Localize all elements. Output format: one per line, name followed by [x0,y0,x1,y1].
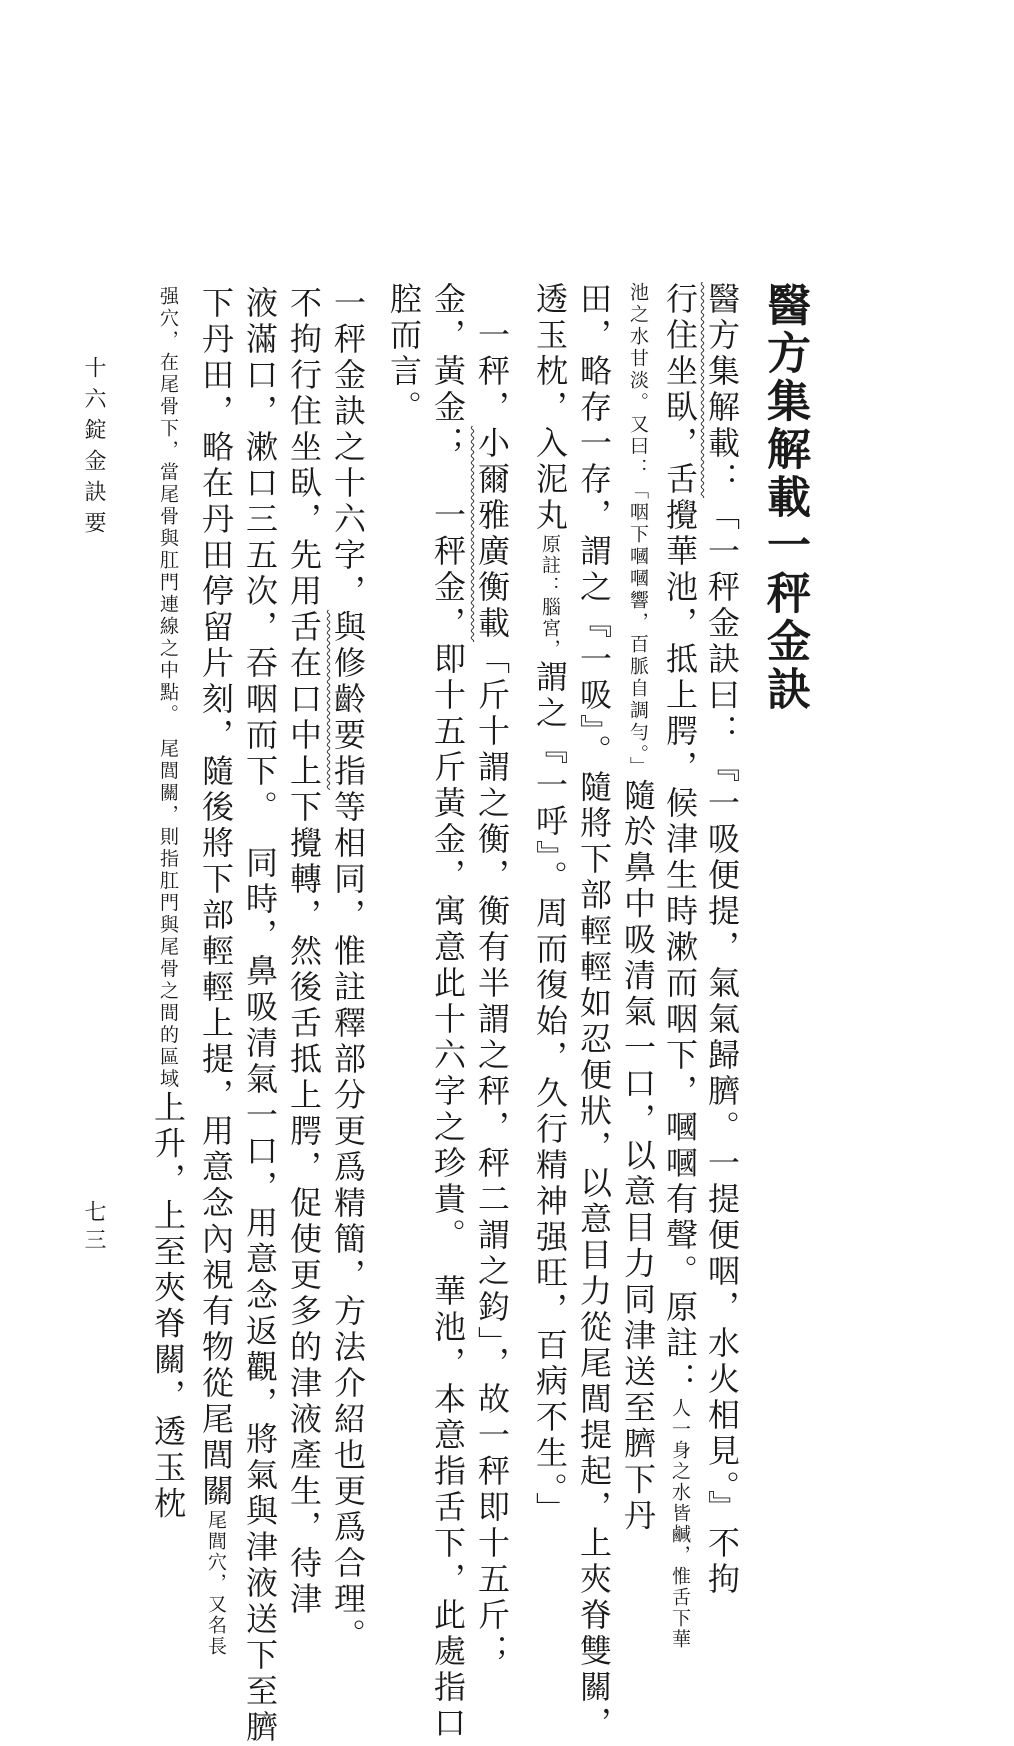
column-text: 「一秤金訣曰：『一吸便提，氣氣歸臍。一提便咽，水火相見。』不拘 [703,498,741,1598]
text-column-7 [429,282,467,1742]
column-text: 透玉枕，入泥丸 [531,282,569,534]
original-note: 原註：腦宮， [539,534,561,660]
column-text: 「斤十謂之衡，衡有半謂之秤，秤二謂之鈞」，故一秤即十五斤； [473,642,511,1670]
column-text: 隨於鼻中吸清氣一口，以意目力同津送至臍下丹 [619,778,657,1535]
column-text: 不拘行住坐臥，先用舌在口中上下攪轉，然後舌抵上腭，促使更多的津液產生，待津 [285,286,323,1618]
column-text: 田，略存一存，謂之『一吸』。隨將下部輕輕如忍便狀，以意目力從尾閭提起，上夾脊雙關， [575,282,613,1742]
annotation-note: 强穴，在尾骨下，當尾骨與肛門連線之中點。 尾閭關，則指肛門與尾骨之間的區域 [157,286,179,1091]
column-text: 下丹田，略在丹田停留片刻，隨後將下部輕輕上提，用意念內視有物從尾閭關 [197,286,235,1510]
text-column-12 [197,286,235,1657]
text-column-1 [703,282,741,1598]
text-column-9 [329,286,367,1654]
book-title-reference: 與修齡要指 [329,610,367,790]
column-text: 一秤， [473,318,511,426]
text-column-5 [531,282,569,1528]
book-title-reference: 小爾雅廣衡載 [473,426,511,642]
column-text: 等相同，惟註釋部分更爲精簡，方法介紹也更爲合理。 [329,790,367,1654]
text-column-6 [473,318,511,1670]
annotation-note: 尾閭穴，又名長 [205,1510,227,1657]
column-text: 行住坐臥，舌攪華池，抵上腭，候津生時漱而咽下，嘓嘓有聲。原註： [661,282,699,1398]
page-number: 七三 [81,1200,106,1256]
original-note: 人一身之水皆鹹，惟舌下華 [669,1398,691,1650]
page-title: 醫方集解載一秤金訣 [759,282,810,714]
text-column-13 [149,286,187,1523]
text-column-10 [285,286,323,1618]
text-column-2 [661,282,699,1650]
column-text: 謂之『一呼』。周而復始，久行精神强旺，百病不生。」 [531,660,569,1528]
running-head: 十六錠金訣要 [81,356,106,542]
column-text: 一秤金訣之十六字， [329,286,367,610]
original-note: 池之水甘淡。又曰：「咽下嘓嘓響，百脈自調勻。」 [627,282,649,779]
column-text: 液滿口，漱口三五次，吞咽而下。 同時，鼻吸清氣一口，用意念返觀，將氣與津液送下至臍 [241,286,279,1746]
text-column-3 [619,282,657,1535]
text-column-8 [385,282,423,426]
column-text: 金，黃金； 一秤金，即十五斤黃金，寓意此十六字之珍貴。 華池，本意指舌下，此處指口 [429,282,467,1742]
column-text: 上升，上至夾脊關，透玉枕 [149,1090,187,1523]
column-text: 腔而言。 [385,282,423,426]
text-column-11 [241,286,279,1746]
source-reference: 醫方集解載： [703,282,741,498]
text-column-4 [575,282,613,1742]
